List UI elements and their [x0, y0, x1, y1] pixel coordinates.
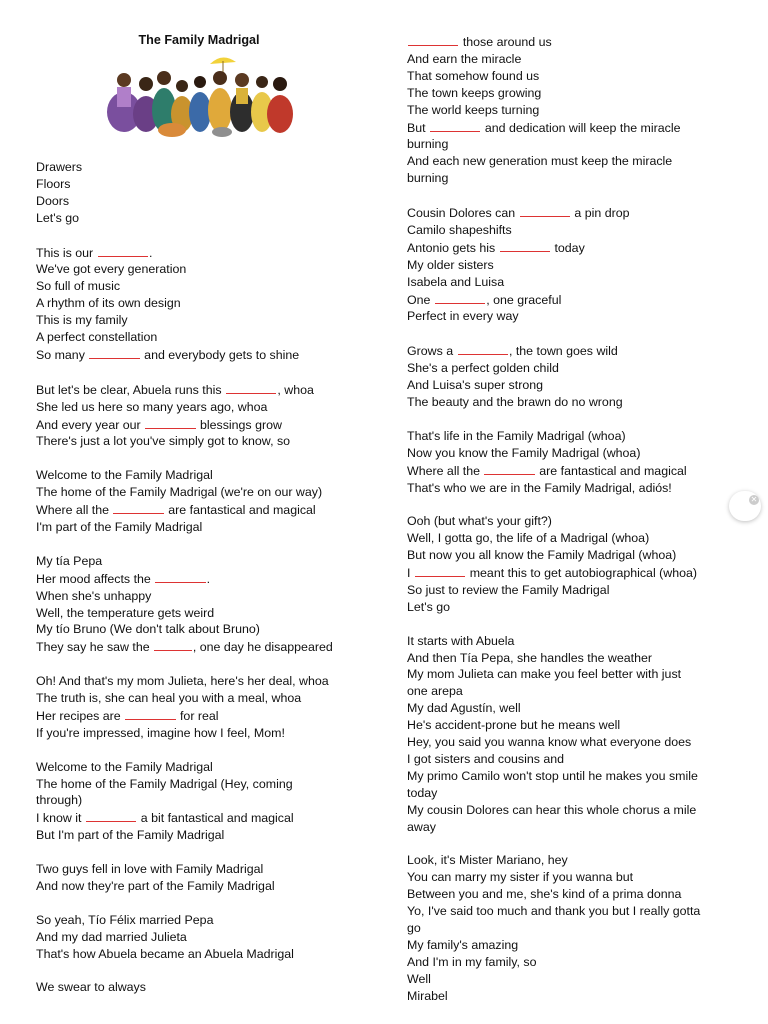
stanza-gap: [36, 364, 376, 381]
lyric-line: But now you all know the Family Madrigal (whoa): [407, 548, 677, 563]
lyric-line: That somehow found us: [407, 68, 540, 83]
fill-in-blank[interactable]: [415, 564, 465, 577]
fill-in-blank[interactable]: [484, 462, 534, 475]
lyric-line: And now they're part of the Family Madrigal: [36, 878, 275, 893]
lyric-line: I know it a bit fantastical and magical: [36, 811, 294, 826]
lyric-line: Well, I gotta go, the life of a Madrigal (whoa): [407, 531, 650, 546]
lyric-line: away: [407, 819, 436, 834]
lyric-line: The home of the Family Madrigal (Hey, coming: [36, 776, 293, 791]
fill-in-blank[interactable]: [154, 638, 192, 651]
stanza-gap: [407, 187, 737, 204]
lyric-line: I meant this to get autobiographical (whoa): [407, 566, 698, 581]
lyrics-right-column: [407, 33, 737, 1005]
stanza-gap: [407, 325, 737, 342]
fill-in-blank[interactable]: [86, 809, 136, 822]
lyric-line: One , one graceful: [407, 292, 562, 307]
lyric-line: Cousin Dolores can a pin drop: [407, 206, 630, 221]
lyric-line: And Luisa's super strong: [407, 378, 543, 393]
lyric-line: He's accident-prone but he means well: [407, 718, 621, 733]
lyric-line: Now you know the Family Madrigal (whoa): [407, 445, 641, 460]
lyric-line: So just to review the Family Madrigal: [407, 582, 610, 597]
stanza-gap: [36, 656, 376, 673]
lyric-line: Let's go: [36, 210, 80, 225]
fill-in-blank[interactable]: [430, 119, 480, 132]
lyric-line: Where all the are fantastical and magical: [36, 503, 316, 518]
lyric-line: Floors: [36, 176, 71, 191]
stanza-gap: [36, 742, 376, 759]
lyric-line: She led us here so many years ago, whoa: [36, 399, 268, 414]
lyric-line: Drawers: [36, 160, 83, 174]
lyric-line: My tía Pepa: [36, 553, 103, 568]
lyric-line: The beauty and the brawn do no wrong: [407, 395, 623, 409]
stanza-gap: [36, 962, 376, 979]
lyric-line: Oh! And that's my mom Julieta, here's her deal, whoa: [36, 674, 329, 689]
lyric-line: Let's go: [407, 599, 451, 614]
lyric-line: those around us: [407, 33, 737, 51]
family-madrigal-illustration: [102, 52, 297, 138]
lyric-line: She's a perfect golden child: [407, 361, 559, 376]
lyric-line: My mom Julieta can make you feel better with just: [407, 667, 682, 682]
fill-in-blank[interactable]: [435, 291, 485, 304]
lyrics-left-column: [36, 159, 376, 996]
lyric-line: If you're impressed, imagine how I feel, Mom!: [36, 725, 285, 740]
lyric-line: My primo Camilo won't stop until he makes you smile: [407, 768, 698, 783]
stanza-gap: [407, 836, 737, 853]
lyric-line: go: [407, 921, 421, 936]
close-icon[interactable]: ✕: [750, 495, 758, 504]
document-title: The Family Madrigal: [138, 33, 260, 47]
lyric-line: Look, it's Mister Mariano, hey: [407, 853, 568, 868]
lyric-line: There's just a lot you've simply got to know, so: [36, 434, 291, 449]
lyric-line: And my dad married Julieta: [36, 929, 187, 944]
lyric-line: Between you and me, she's kind of a prima donna: [407, 887, 682, 902]
lyric-line: Ooh (but what's your gift?): [407, 514, 552, 529]
lyric-line: Welcome to the Family Madrigal: [36, 468, 213, 483]
lyric-line: Perfect in every way: [407, 309, 519, 324]
lyric-line: Well: [407, 971, 431, 986]
lyric-line: And then Tía Pepa, she handles the weather: [407, 650, 653, 665]
lyric-line: We swear to always: [36, 980, 146, 995]
fill-in-blank[interactable]: [520, 204, 570, 217]
lyric-line: And each new generation must keep the miracle: [407, 154, 673, 169]
fill-in-blank[interactable]: [89, 346, 139, 359]
stanza-gap: [407, 616, 737, 633]
lyric-line: The town keeps growing: [407, 85, 542, 100]
stanza-gap: [407, 411, 737, 428]
lyric-line: Welcome to the Family Madrigal: [36, 759, 213, 774]
lyric-line: My dad Agustín, well: [407, 701, 521, 716]
lyric-line: And earn the miracle: [407, 51, 522, 66]
lyric-line: A rhythm of its own design: [36, 296, 181, 311]
lyric-line: one arepa: [407, 684, 463, 699]
lyric-line: Mirabel: [407, 988, 448, 1003]
fill-in-blank[interactable]: [145, 416, 195, 429]
lyric-line: Her mood affects the .: [36, 571, 211, 586]
stanza-gap: [36, 227, 376, 244]
lyric-line: My family's amazing: [407, 937, 519, 952]
lyric-line: So full of music: [36, 279, 121, 294]
lyric-line: But and dedication will keep the miracle: [407, 120, 681, 135]
lyric-line: And every year our blessings grow: [36, 417, 282, 432]
lyric-line: It starts with Abuela: [407, 633, 515, 648]
lyric-line: And I'm in my family, so: [407, 954, 537, 969]
floating-action-button[interactable]: [729, 491, 761, 521]
lyric-line: Antonio gets his today: [407, 240, 585, 255]
lyric-line: Where all the are fantastical and magical: [407, 463, 687, 478]
fill-in-blank[interactable]: [458, 342, 508, 355]
lyric-line: Well, the temperature gets weird: [36, 605, 215, 620]
lyric-line: Camilo shapeshifts: [407, 222, 512, 237]
lyric-line: We've got every generation: [36, 262, 187, 277]
lyric-line: When she's unhappy: [36, 588, 152, 603]
lyric-line: That's how Abuela became an Abuela Madrigal: [36, 946, 294, 961]
fill-in-blank[interactable]: [155, 570, 205, 583]
lyric-line: This is my family: [36, 313, 128, 328]
lyric-line: Doors: [36, 193, 70, 208]
lyric-line: Hey, you said you wanna know what everyone does: [407, 735, 692, 750]
lyric-line: But let's be clear, Abuela runs this , whoa: [36, 382, 314, 397]
lyric-line: Her recipes are for real: [36, 708, 219, 723]
lyric-line: But I'm part of the Family Madrigal: [36, 828, 225, 843]
lyric-line: That's life in the Family Madrigal (whoa): [407, 428, 626, 443]
lyric-line: That's who we are in the Family Madrigal, adiós!: [407, 480, 672, 495]
stanza-gap: [36, 895, 376, 912]
fill-in-blank[interactable]: [226, 381, 276, 394]
lyric-line: So yeah, Tío Félix married Pepa: [36, 912, 214, 927]
lyric-line: They say he saw the , one day he disappeared: [36, 640, 333, 655]
stanza-gap: [407, 496, 737, 513]
lyric-line: So many and everybody gets to shine: [36, 347, 300, 362]
lyric-line: The truth is, she can heal you with a meal, whoa: [36, 691, 302, 706]
lyric-line: Two guys fell in love with Family Madrigal: [36, 862, 264, 877]
lyric-line: The world keeps turning: [407, 102, 540, 117]
lyric-line: burning: [407, 137, 449, 152]
lyric-line: through): [36, 793, 83, 808]
fill-in-blank[interactable]: [125, 707, 175, 720]
stanza-gap: [36, 450, 376, 467]
lyric-line: Grows a , the town goes wild: [407, 344, 618, 359]
lyric-line: The home of the Family Madrigal (we're on our way): [36, 485, 323, 500]
lyric-line: A perfect constellation: [36, 330, 158, 345]
stanza-gap: [36, 844, 376, 861]
fill-in-blank[interactable]: [113, 501, 163, 514]
lyric-line: You can marry my sister if you wanna but: [407, 870, 634, 885]
lyric-line: My cousin Dolores can hear this whole chorus a mile: [407, 802, 697, 817]
lyric-line: Isabela and Luisa: [407, 274, 505, 289]
lyric-line: My older sisters: [407, 257, 494, 272]
fill-in-blank[interactable]: [500, 239, 550, 252]
stanza-gap: [36, 536, 376, 553]
fill-in-blank[interactable]: [98, 244, 148, 257]
lyric-line: I got sisters and cousins and: [407, 751, 565, 766]
fill-in-blank[interactable]: [408, 33, 458, 46]
lyric-line: I'm part of the Family Madrigal: [36, 519, 203, 534]
lyric-line: This is our .: [36, 245, 153, 260]
lyric-line: My tío Bruno (We don't talk about Bruno): [36, 622, 260, 637]
lyric-line: burning: [407, 171, 449, 186]
lyric-line: today: [407, 785, 438, 800]
lyric-line: Yo, I've said too much and thank you but I really gotta: [407, 904, 701, 919]
